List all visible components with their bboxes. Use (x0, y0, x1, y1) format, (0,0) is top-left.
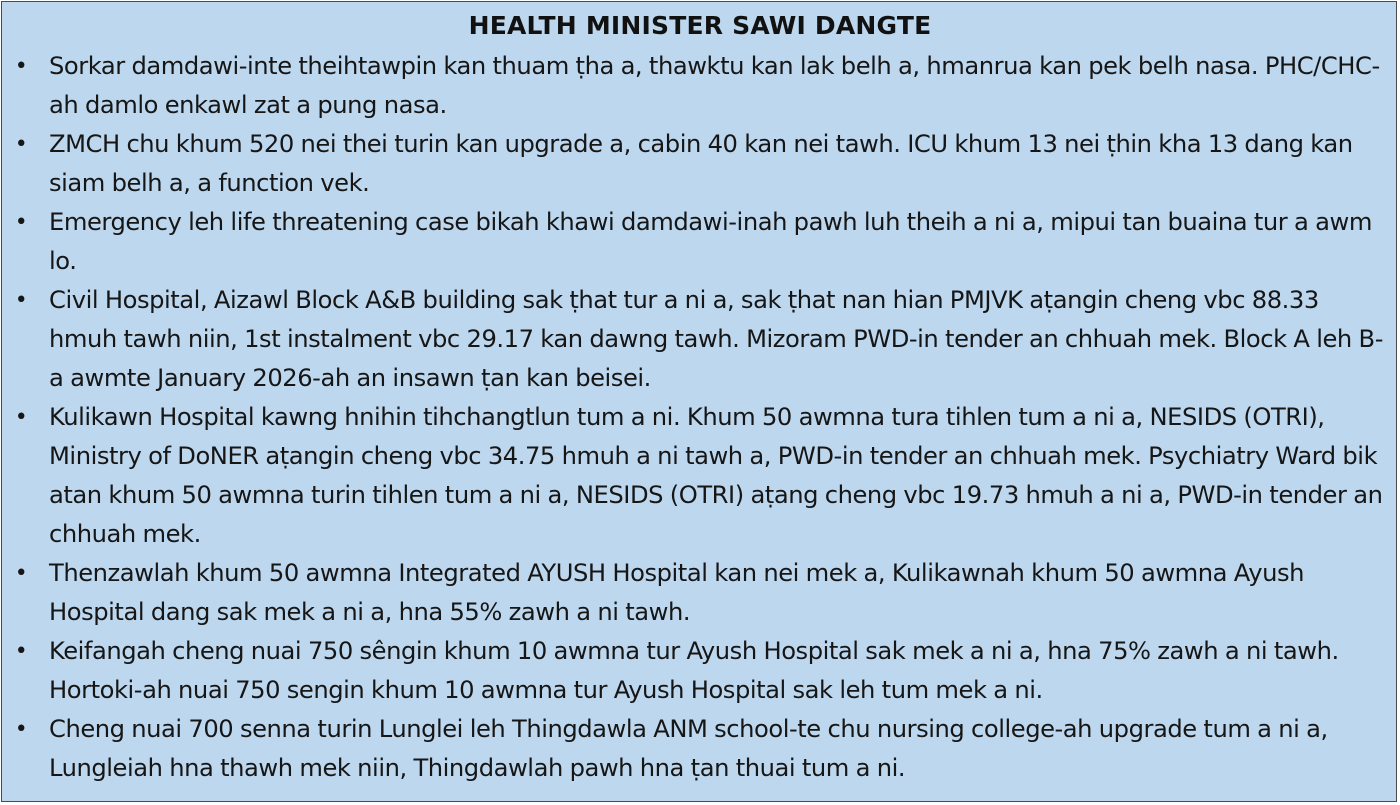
bullet-text: Keifangah cheng nuai 750 sêngin khum 10 awmna tur Ayush Hospital sak mek a ni a, hna 75% zawh a ni tawh. Hortoki-ah nuai 750 sengin khum 10 awmna tur Ayush Hospital sak leh tum mek a ni. (49, 637, 1339, 704)
bullet-list (14, 47, 1386, 788)
bullet-text: ZMCH chu khum 520 nei thei turin kan upgrade a, cabin 40 kan nei tawh. ICU khum 13 nei ṭhin kha 13 dang kan siam belh a, a function vek. (49, 130, 1353, 197)
bullet-item (14, 710, 1386, 788)
bullet-icon: • (14, 288, 28, 313)
bullet-icon: • (14, 405, 28, 430)
bullet-item (14, 398, 1386, 554)
bullet-icon: • (14, 132, 28, 157)
bullet-text: Emergency leh life threatening case bikah khawi damdawi-inah pawh luh theih a ni a, mipui tan buaina tur a awm lo. (49, 208, 1372, 275)
bullet-text: Civil Hospital, Aizawl Block A&B building sak ṭhat tur a ni a, sak ṭhat nan hian PMJVK aṭangin cheng vbc 88.33 hmuh tawh niin, 1st instalment vbc 29.17 kan dawng tawh. Mizoram PWD-in tender an chhuah mek. Block A leh B-a awmte January 2026-ah an insawn ṭan kan beisei. (49, 286, 1383, 392)
bullet-item (14, 47, 1386, 125)
bullet-item (14, 632, 1386, 710)
bullet-text: Cheng nuai 700 senna turin Lunglei leh Thingdawla ANM school-te chu nursing college-ah upgrade tum a ni a, Lungleiah hna thawh mek niin, Thingdawlah pawh hna ṭan thuai tum a ni. (49, 715, 1328, 782)
bullet-item (14, 203, 1386, 281)
bullet-icon: • (14, 561, 28, 586)
bullet-text: Thenzawlah khum 50 awmna Integrated AYUSH Hospital kan nei mek a, Kulikawnah khum 50 awmna Ayush Hospital dang sak mek a ni a, hna 55% zawh a ni tawh. (49, 559, 1304, 626)
bullet-item (14, 281, 1386, 398)
bullet-item (14, 125, 1386, 203)
bullet-icon: • (14, 54, 28, 79)
bullet-text: Kulikawn Hospital kawng hnihin tihchangtlun tum a ni. Khum 50 awmna tura tihlen tum a ni a, NESIDS (OTRI), Ministry of DoNER aṭangin cheng vbc 34.75 hmuh a ni tawh a, PWD-in tender an chhuah mek. Psychiatry Ward bik atan khum 50 awmna turin tihlen tum a ni a, NESIDS (OTRI) aṭang cheng vbc 19.73 hmuh a ni a, PWD-in tender an chhuah mek. (49, 403, 1383, 548)
info-panel (1, 1, 1397, 802)
bullet-icon: • (14, 210, 28, 235)
panel-title: HEALTH MINISTER SAWI DANGTE (468, 11, 932, 40)
bullet-text: Sorkar damdawi-inte theihtawpin kan thuam ṭha a, thawktu kan lak belh a, hmanrua kan pek belh nasa. PHC/CHC-ah damlo enkawl zat a pung nasa. (49, 52, 1380, 119)
bullet-icon: • (14, 717, 28, 742)
bullet-item (14, 554, 1386, 632)
bullet-icon: • (14, 639, 28, 664)
